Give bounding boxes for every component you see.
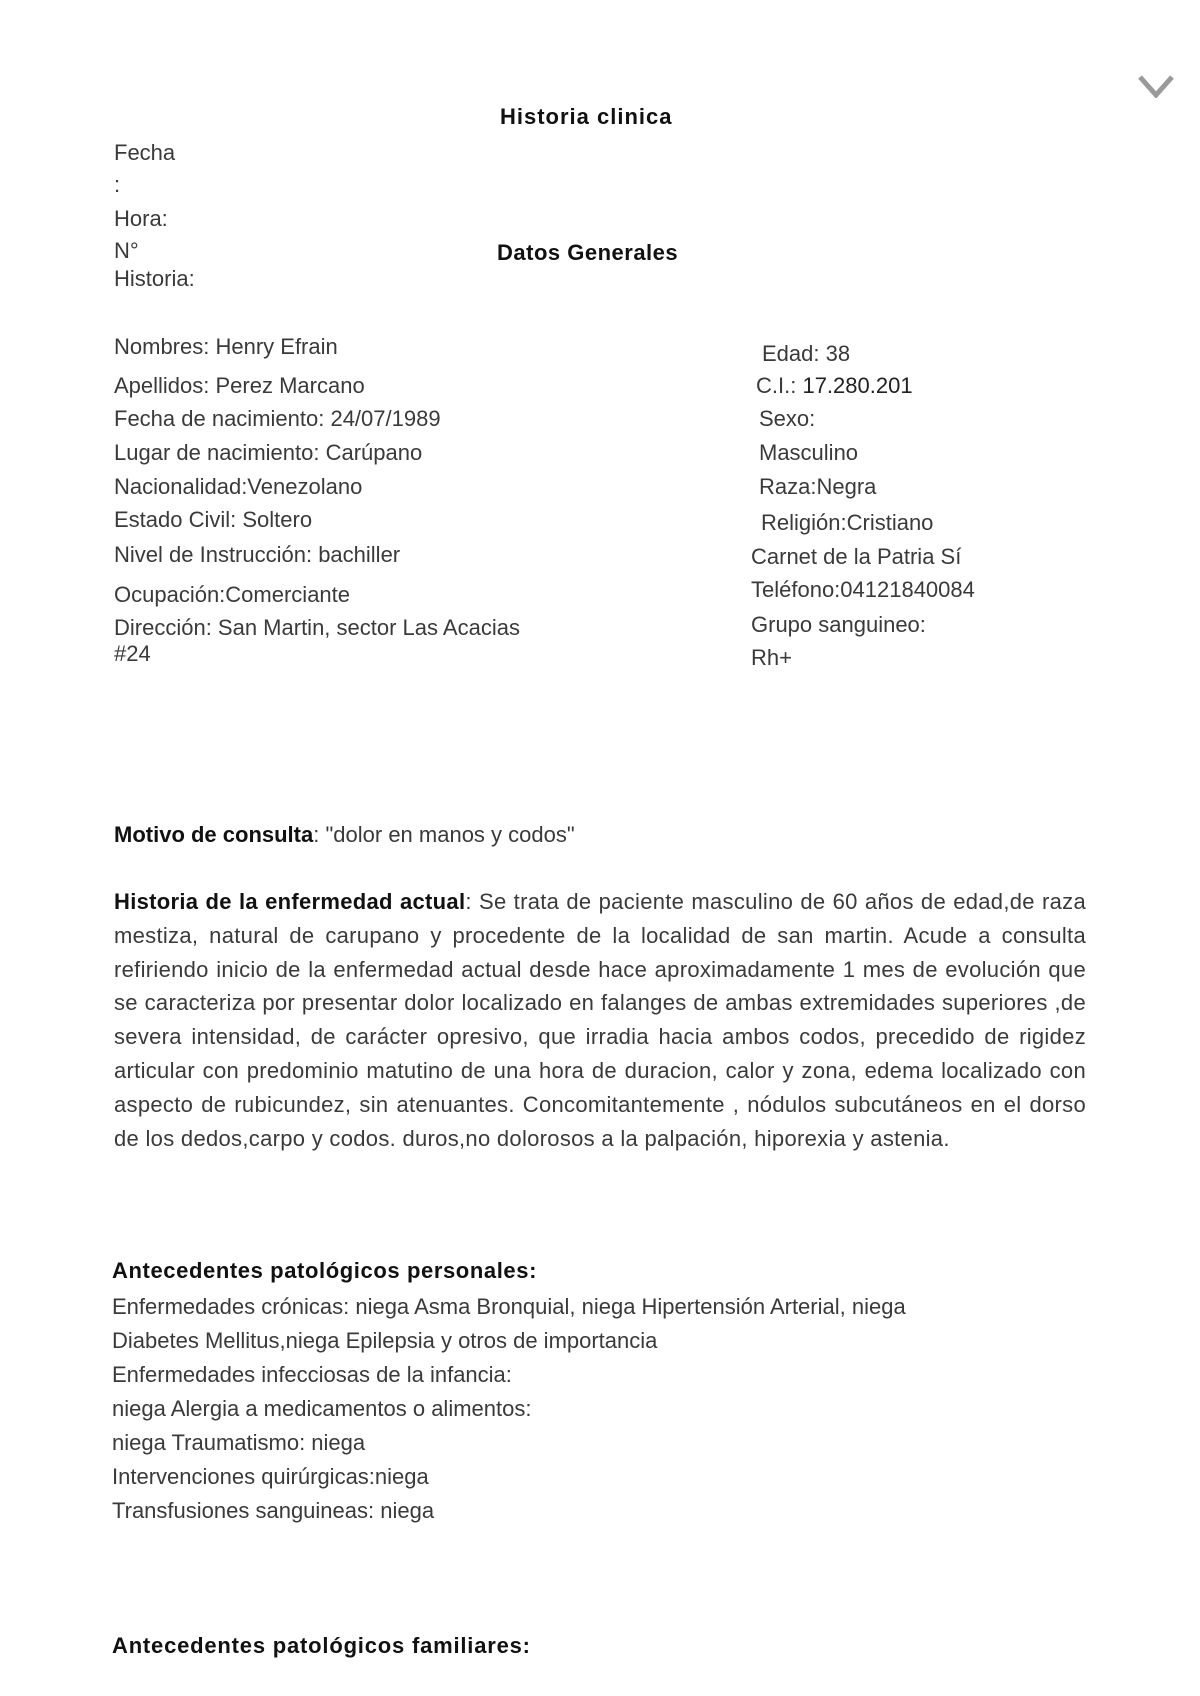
field-nacionalidad: Nacionalidad:Venezolano — [114, 474, 363, 499]
field-religion: Religión:Cristiano — [761, 510, 934, 535]
field-fecha-nacimiento: Fecha de nacimiento: 24/07/1989 — [114, 406, 441, 431]
fecha-label: Fecha — [114, 140, 176, 165]
antecedentes-personales-heading: Antecedentes patológicos personales: — [112, 1258, 538, 1283]
ci-value: 17.280.201 — [802, 373, 913, 398]
field-apellidos: Apellidos: Perez Marcano — [114, 373, 365, 398]
field-ci — [756, 373, 913, 399]
motivo-consulta — [114, 822, 575, 848]
document-title: Historia clinica — [500, 104, 673, 129]
list-item: niega Alergia a medicamentos o alimentos: — [112, 1396, 532, 1421]
list-item: Transfusiones sanguineas: niega — [112, 1498, 435, 1523]
list-item: Enfermedades crónicas: niega Asma Bronquial, niega Hipertensión Arterial, niega — [112, 1294, 906, 1319]
field-grupo-sanguineo: Grupo sanguineo: — [751, 612, 926, 637]
field-lugar-nacimiento: Lugar de nacimiento: Carúpano — [114, 440, 423, 465]
list-item: niega Traumatismo: niega — [112, 1430, 366, 1455]
field-nombres: Nombres: Henry Efrain — [114, 334, 338, 359]
motivo-label: Motivo de consulta — [114, 822, 314, 847]
field-carnet: Carnet de la Patria Sí — [751, 544, 962, 569]
hora-label: Hora: — [114, 206, 168, 231]
enfermedad-actual-text: : Se trata de paciente masculino de 60 años de edad,de raza mestiza, natural de carupano y procedente de la localidad de san martin. Acude a consulta refiriendo inicio de la enfermedad actual desde hace aproximadamente 1 mes de evolución que se caracteriza por presentar dolor localizado en falanges de ambas extremidades superiores ,de severa intensidad, de carácter opresivo, que irradia hacia ambos codos, precedido de rigidez articular con predominio matutino de una hora de duracion, calor y zona, edema localizado con aspecto de rubicundez, sin atenuantes. Concomitantemente , nódulos subcutáneos en el dorso de los dedos,carpo y codos. duros,no dolorosos a la palpación, hiporexia y astenia. — [114, 889, 1086, 1151]
motivo-value: : "dolor en manos y codos" — [313, 822, 575, 847]
field-estado-civil: Estado Civil: Soltero — [114, 507, 313, 532]
section-title-datos-generales: Datos Generales — [497, 240, 679, 265]
field-direccion-cont: #24 — [114, 641, 151, 666]
field-ocupacion: Ocupación:Comerciante — [114, 582, 351, 607]
numero-label: N° — [114, 238, 139, 263]
ci-label: C.I.: — [756, 373, 803, 398]
field-grupo-value: Rh+ — [751, 645, 792, 670]
enfermedad-actual-label: Historia de la enfermedad actual — [114, 889, 466, 914]
field-telefono: Teléfono:04121840084 — [751, 577, 975, 602]
field-raza: Raza:Negra — [759, 474, 877, 499]
field-direccion: Dirección: San Martin, sector Las Acacias — [114, 615, 520, 640]
field-sexo-value: Masculino — [759, 440, 859, 465]
list-item: Intervenciones quirúrgicas:niega — [112, 1464, 429, 1489]
antecedentes-personales-list — [112, 1290, 1112, 1528]
chevron-down-icon — [1138, 74, 1174, 98]
historia-label: Historia: — [114, 266, 195, 291]
list-item: Enfermedades infecciosas de la infancia: — [112, 1362, 512, 1387]
list-item: Diabetes Mellitus,niega Epilepsia y otros de importancia — [112, 1328, 658, 1353]
field-nivel-instruccion: Nivel de Instrucción: bachiller — [114, 542, 401, 567]
enfermedad-actual-paragraph — [114, 885, 1086, 1155]
field-edad: Edad: 38 — [762, 341, 851, 366]
field-sexo: Sexo: — [759, 406, 816, 431]
antecedentes-familiares-heading: Antecedentes patológicos familiares: — [112, 1633, 531, 1658]
fecha-colon: : — [114, 172, 121, 197]
